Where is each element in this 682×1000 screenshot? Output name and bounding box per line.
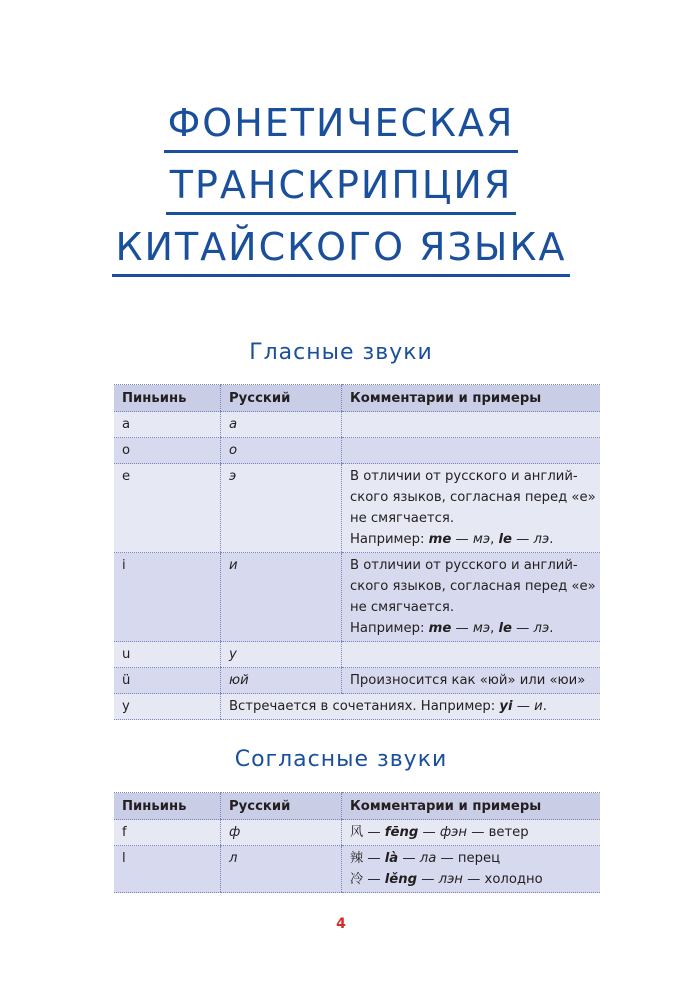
vowels-table [114, 384, 600, 720]
comment-cell [342, 438, 601, 464]
comment-line: ского языков, согласная перед «е» [350, 490, 596, 505]
header-comments: Комментарии и примеры [342, 793, 601, 820]
russian-cell: о [221, 438, 342, 464]
table-row [114, 846, 600, 893]
comment-line: не смягчается. [350, 511, 455, 526]
example-line: 辣 — là — ла — перец [350, 851, 501, 866]
title-line-1: ФОНЕТИЧЕСКАЯ [164, 100, 519, 153]
russian-cell: л [221, 846, 342, 893]
comment-cell [342, 412, 601, 438]
pinyin-cell: f [114, 820, 221, 846]
table-header-row [114, 793, 600, 820]
example-line: Например: me — мэ, le — лэ. [350, 532, 554, 547]
header-comments: Комментарии и примеры [342, 385, 601, 412]
pinyin-cell: u [114, 642, 221, 668]
header-pinyin: Пиньинь [114, 385, 221, 412]
comment-cell [342, 846, 601, 893]
consonants-table [114, 792, 600, 893]
example-line: Например: me — мэ, le — лэ. [350, 621, 554, 636]
header-pinyin: Пиньинь [114, 793, 221, 820]
table-row [114, 820, 600, 846]
russian-cell: юй [221, 668, 342, 694]
table-row [114, 412, 600, 438]
page-number: 4 [336, 916, 346, 932]
comment-line: ского языков, согласная перед «е» [350, 579, 596, 594]
pinyin-cell: i [114, 553, 221, 642]
comment-line: не смягчается. [350, 600, 455, 615]
table-row [114, 438, 600, 464]
comment-cell: Встречается в сочетаниях. Например: yi — и. [221, 694, 601, 720]
header-russian: Русский [221, 793, 342, 820]
russian-cell: э [221, 464, 342, 553]
title-line-2: ТРАНСКРИПЦИЯ [166, 162, 516, 215]
table-row [114, 553, 600, 642]
pinyin-cell: a [114, 412, 221, 438]
table-row [114, 642, 600, 668]
pinyin-cell: l [114, 846, 221, 893]
pinyin-cell: e [114, 464, 221, 553]
comment-line: В отличии от русского и англий- [350, 469, 578, 484]
table-row [114, 668, 600, 694]
vowels-heading: Гласные звуки [249, 340, 433, 365]
comment-cell [342, 464, 601, 553]
pinyin-cell: ü [114, 668, 221, 694]
comment-line: В отличии от русского и англий- [350, 558, 578, 573]
comment-cell [342, 553, 601, 642]
pinyin-cell: o [114, 438, 221, 464]
russian-cell: а [221, 412, 342, 438]
example-line: 冷 — lěng — лэн — холодно [350, 872, 543, 887]
russian-cell: и [221, 553, 342, 642]
comment-cell [342, 642, 601, 668]
table-header-row [114, 385, 600, 412]
header-russian: Русский [221, 385, 342, 412]
title-line-3: КИТАЙСКОГО ЯЗЫКА [112, 224, 571, 277]
comment-cell [342, 820, 601, 846]
pinyin-cell: y [114, 694, 221, 720]
russian-cell: ф [221, 820, 342, 846]
consonants-heading: Согласные звуки [234, 747, 448, 772]
comment-cell: Произносится как «юй» или «юи» [342, 668, 601, 694]
example-line: 风 — fēng — фэн — ветер [350, 825, 529, 840]
russian-cell: у [221, 642, 342, 668]
table-row [114, 694, 600, 720]
table-row [114, 464, 600, 553]
page-title [0, 100, 682, 277]
